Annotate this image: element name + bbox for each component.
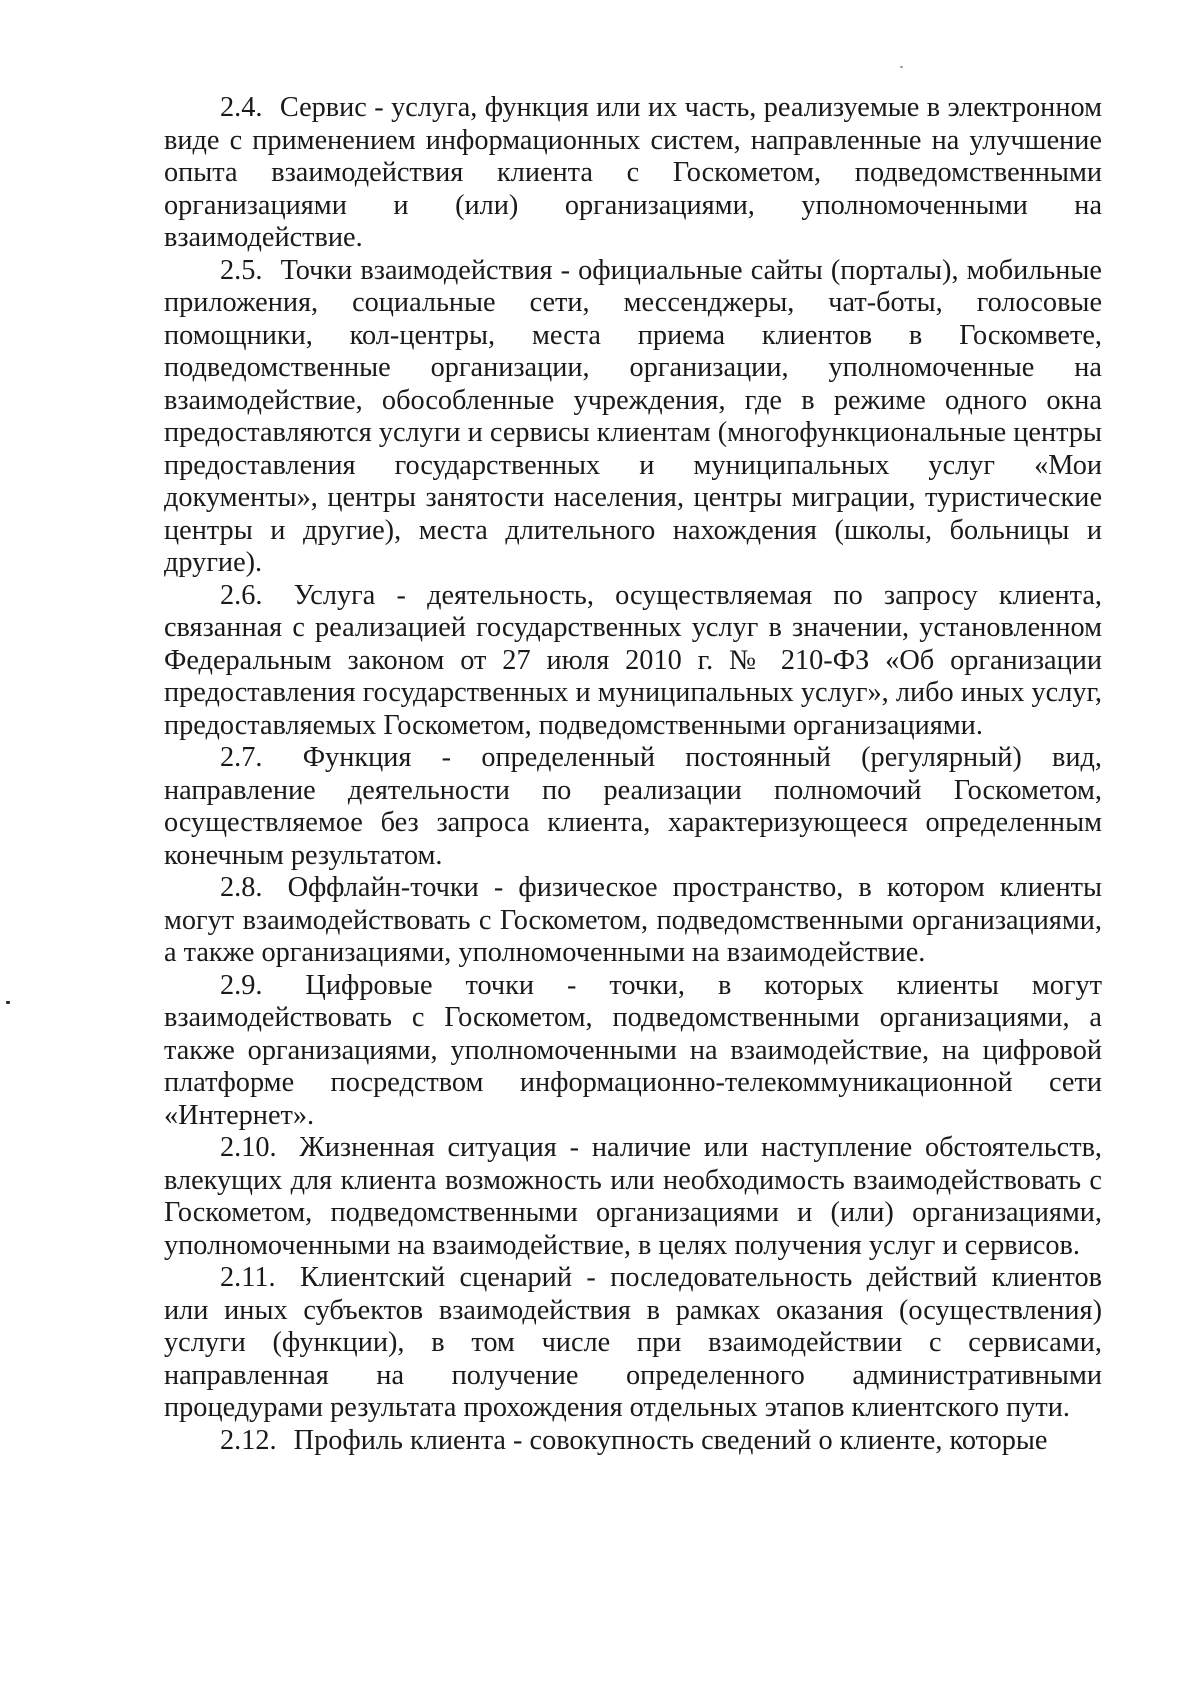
paragraph-text: Цифровые точки - точки, в которых клиенты могут взаимодействовать с Госкометом, подведомственными организациями, а также организациями, уполномоченными на взаимодействие, на цифровой платформе посредством информационно-телекоммуникационной сети «Интернет». — [164, 969, 1103, 1131]
paragraph-2-12 — [164, 1425, 1102, 1458]
scan-speck — [900, 66, 903, 68]
paragraph-text: Оффлайн-точки - физическое пространство, в котором клиенты могут взаимодействовать с Госкометом, подведомственными организациями, а также организациями, уполномоченными на взаимодействие. — [164, 872, 1103, 968]
paragraph-text: Клиентский сценарий - последовательность действий клиентов или иных субъектов взаимодействия в рамках оказания (осуществления) услуги (функции), в том числе при взаимодействии с сервисами, направленная на получение определенного административными процедурами результата прохождения отдельных этапов клиентского пути. — [164, 1262, 1102, 1423]
paragraph-2-7 — [164, 742, 1102, 872]
paragraph-2-8 — [164, 872, 1102, 970]
paragraph-2-6 — [164, 580, 1102, 743]
paragraph-number: 2.4. — [220, 92, 263, 123]
paragraph-number: 2.7. — [220, 742, 263, 773]
scan-speck — [6, 1001, 10, 1004]
paragraph-2-4 — [164, 92, 1102, 255]
document-body — [164, 92, 1102, 1457]
paragraph-2-10 — [164, 1132, 1102, 1262]
paragraph-text: Функция - определенный постоянный (регулярный) вид, направление деятельности по реализации полномочий Госкометом, осуществляемое без запроса клиента, характеризующееся определенным конечным результатом. — [164, 742, 1102, 871]
paragraph-2-9 — [164, 970, 1102, 1133]
paragraph-2-11 — [164, 1262, 1102, 1425]
paragraph-number: 2.10. — [220, 1132, 277, 1163]
paragraph-text: Сервис - услуга, функция или их часть, реализуемые в электронном виде с применением информационных систем, направленные на улучшение опыта взаимодействия клиента с Госкометом, подведомственными организациями и (или) организациями, уполномоченными на взаимодействие. — [164, 92, 1102, 253]
paragraph-text: Точки взаимодействия - официальные сайты (порталы), мобильные приложения, социальные сети, мессенджеры, чат-боты, голосовые помощники, кол-центры, места приема клиентов в Госкомвете, подведомственные организации, организации, уполномоченные на взаимодействие, обособленные учреждения, где в режиме одного окна предоставляются услуги и сервисы клиентам (многофункциональные центры предоставления государственных и муниципальных услуг «Мои документы», центры занятости населения, центры миграции, туристические центры и другие), места длительного нахождения (школы, больницы и другие). — [164, 254, 1102, 578]
paragraph-number: 2.8. — [220, 872, 263, 903]
paragraph-number: 2.12. — [220, 1424, 277, 1456]
paragraph-2-5 — [164, 255, 1102, 580]
paragraph-text: Услуга - деятельность, осуществляемая по запросу клиента, связанная с реализацией государственных услуг в значении, установленном Федеральным законом от 27 июля 2010 г. № 210-ФЗ «Об организации предоставления государственных и муниципальных услуг», либо иных услуг, предоставляемых Госкометом, подведомственными организациями. — [164, 579, 1102, 741]
paragraph-text: Профиль клиента - совокупность сведений о клиенте, которые — [293, 1424, 1048, 1456]
paragraph-number: 2.11. — [220, 1262, 276, 1293]
paragraph-text: Жизненная ситуация - наличие или наступление обстоятельств, влекущих для клиента возможность или необходимость взаимодействовать с Госкометом, подведомственными организациями и (или) организациями, уполномоченными на взаимодействие, в целях получения услуг и сервисов. — [164, 1132, 1103, 1261]
paragraph-number: 2.6. — [220, 579, 263, 611]
paragraph-number: 2.9. — [220, 969, 263, 1001]
paragraph-number: 2.5. — [220, 254, 263, 286]
